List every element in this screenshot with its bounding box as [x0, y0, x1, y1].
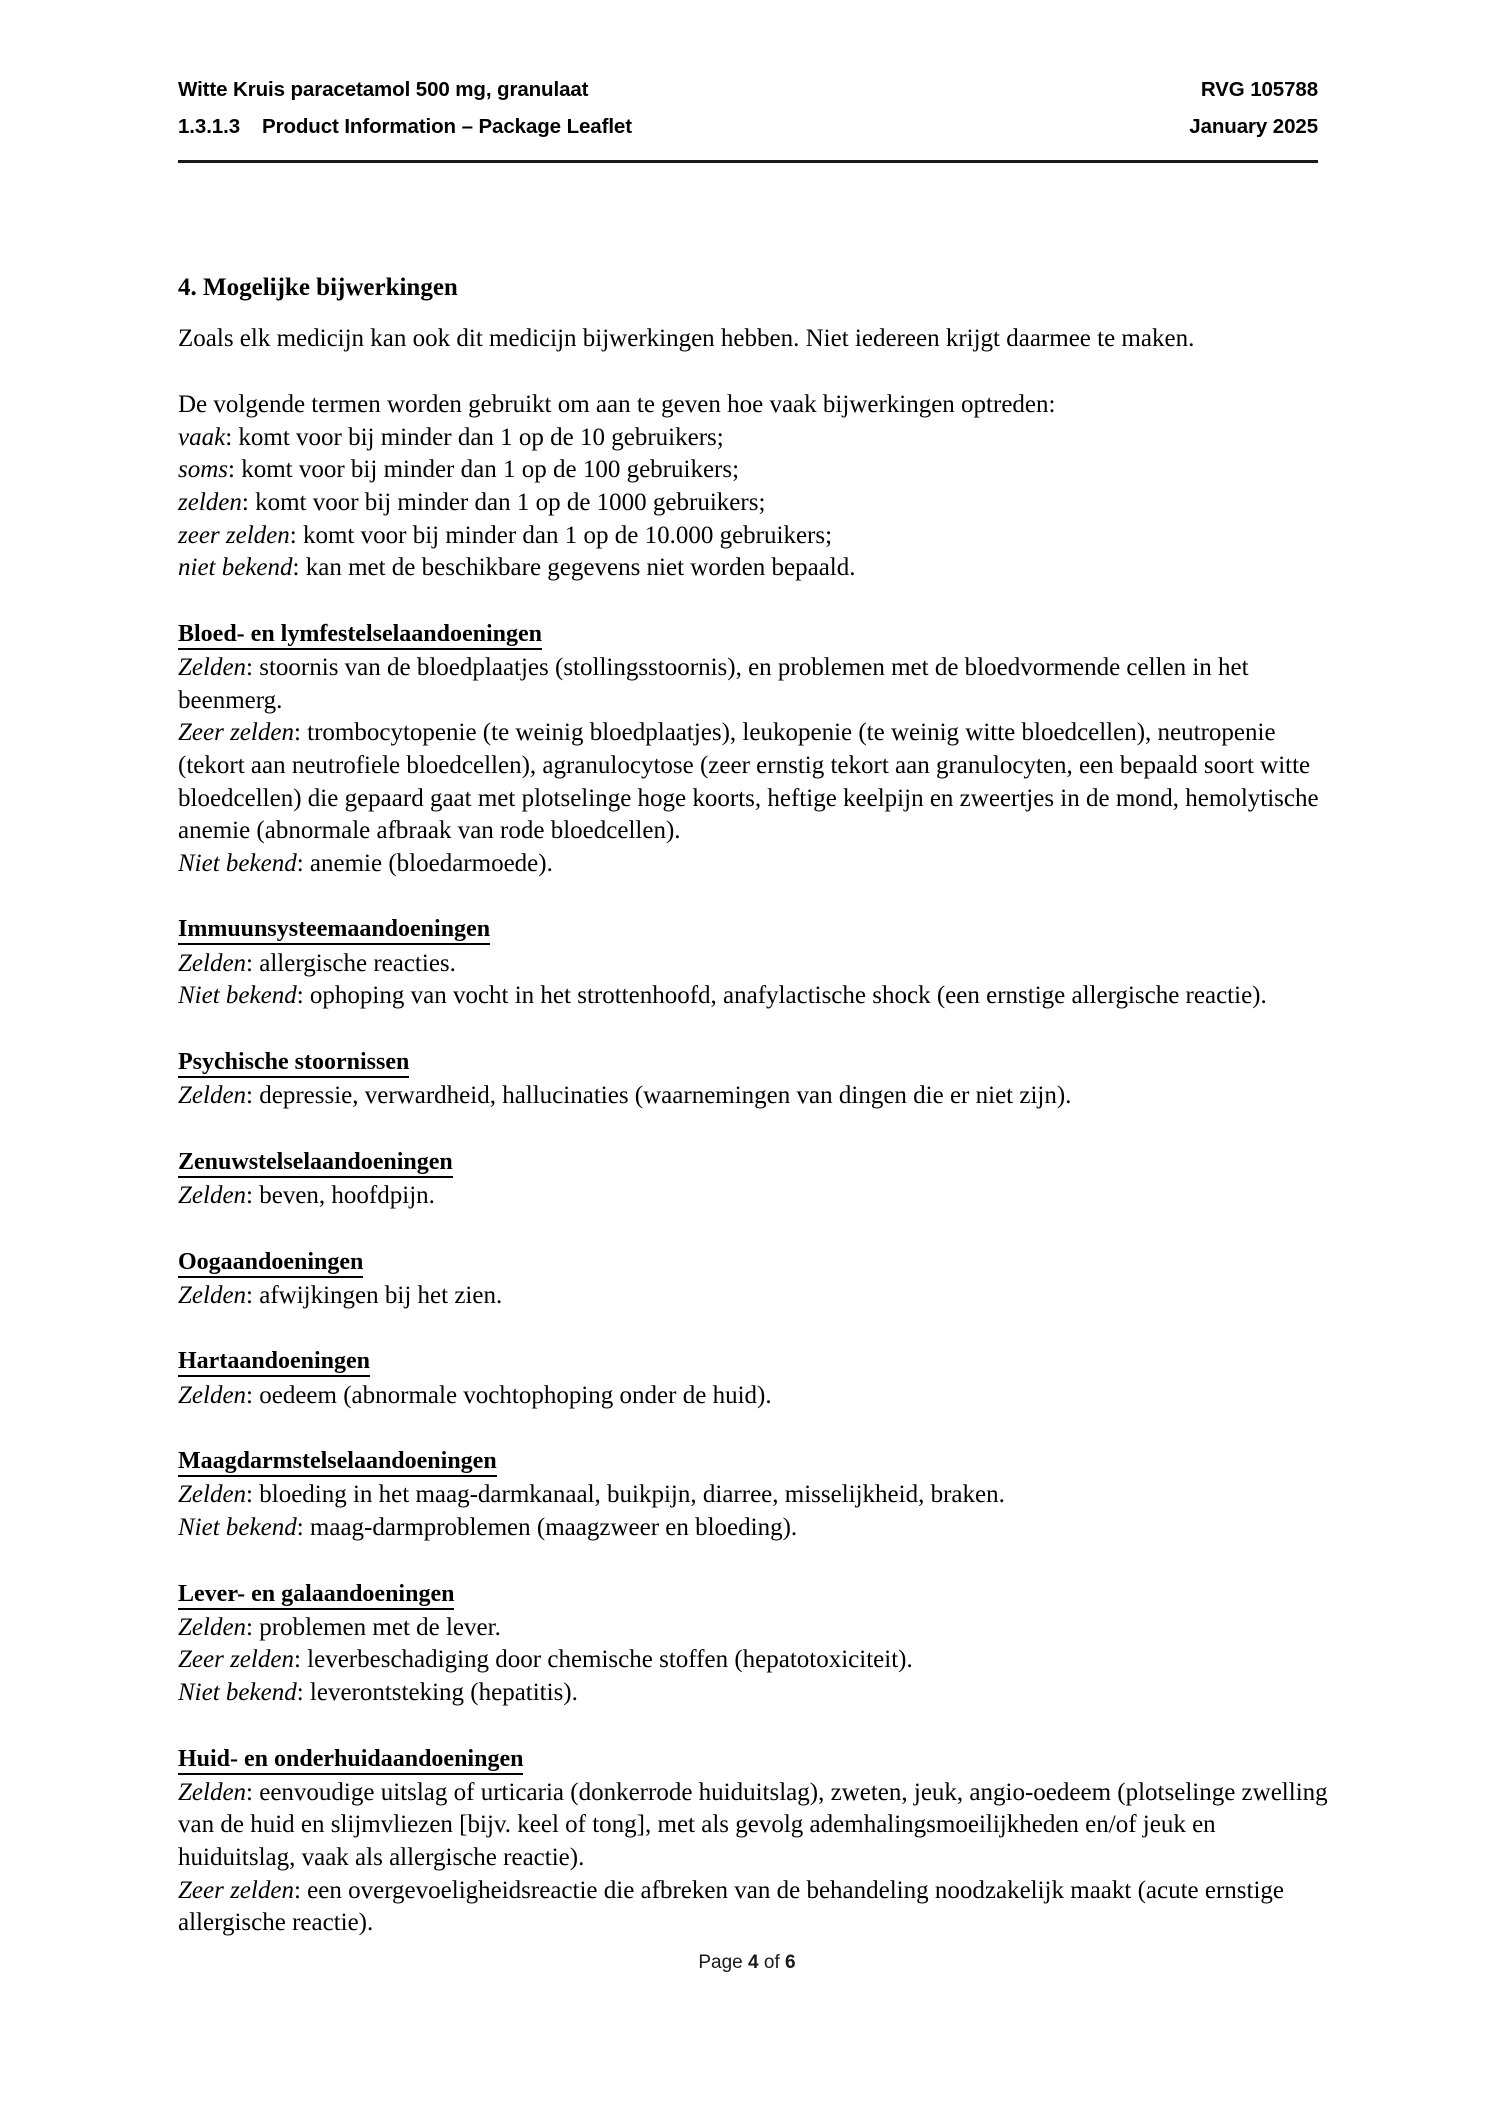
side-effect-text: : een overgevoeligheidsreactie die afbreken van de behandeling noodzakelijk maakt (acute ernstige allergische reactie). [178, 1876, 1285, 1937]
intro-paragraph: Zoals elk medicijn kan ook dit medicijn bijwerkingen hebben. Niet iedereen krijgt daarmee te maken. [178, 324, 1195, 352]
frequency-definition-list [178, 422, 1330, 585]
spacer [178, 1710, 1330, 1744]
frequency-description: : kan met de beschikbare gegevens niet worden bepaald. [292, 554, 856, 582]
side-effect-text: : afwijkingen bij het zien. [246, 1281, 503, 1309]
side-effect-frequency-term: Zeer zelden [178, 1876, 294, 1904]
side-effect-entry [178, 1875, 1330, 1940]
document-body [178, 272, 1330, 1940]
page-footer [0, 1952, 1494, 1974]
side-effect-entry [178, 717, 1330, 848]
side-effect-frequency-term: Zelden [178, 654, 247, 682]
footer-separator: of [763, 1952, 780, 1973]
side-effect-frequency-term: Zelden [178, 1281, 247, 1309]
side-effect-frequency-term: Niet bekend [178, 982, 297, 1010]
section-number: 1.3.1.3 [178, 114, 240, 138]
frequency-term: vaak [178, 423, 226, 451]
frequency-definition [178, 520, 1330, 553]
frequency-intro: De volgende termen worden gebruikt om aan te geven hoe vaak bijwerkingen optreden: [178, 391, 1056, 419]
spacer [178, 1013, 1330, 1047]
side-effect-group-heading-text: Immuunsysteemaandoeningen [178, 916, 490, 945]
frequency-description: : komt voor bij minder dan 1 op de 1000 gebruikers; [241, 489, 766, 516]
frequency-definition [178, 487, 1330, 520]
page-title: 4. Mogelijke bijwerkingen [178, 274, 458, 301]
side-effect-group-heading-text: Hartaandoeningen [178, 1348, 370, 1377]
side-effect-frequency-term: Zelden [178, 1613, 247, 1641]
side-effect-entry [178, 1612, 1330, 1645]
header-product-title-wrap [178, 80, 588, 101]
side-effect-entry [178, 652, 1330, 717]
side-effect-group-heading [178, 1446, 1330, 1477]
side-effect-frequency-term: Zeer zelden [178, 1646, 294, 1674]
side-effect-group-heading [178, 914, 1330, 945]
side-effect-text: : eenvoudige uitslag of urticaria (donkerrode huiduitslag), zweten, jeuk, angio-oedeem (plotselinge zwelling van de huid en slijmvliezen [bijv. keel of tong], met als gevolg ademhalingsmoeilijkheden en/of jeuk en huiduitslag, vaak als allergische reactie). [178, 1778, 1328, 1872]
side-effect-text: : anemie (bloedarmoede). [296, 849, 553, 877]
spacer [178, 355, 1330, 389]
side-effect-group-heading-text: Lever- en galaandoeningen [178, 1581, 454, 1610]
header-line-2 [178, 114, 1318, 138]
header-doc-info-wrap [178, 114, 632, 138]
side-effect-text: : trombocytopenie (te weinig bloedplaatjes), leukopenie (te weinig witte bloedcellen), neutropenie (tekort aan neutrofiele bloedcellen), agranulocytose (zeer ernstig tekort aan granulocyten, een bepaald soort witte bloedcellen) die gepaard gaat met plotselinge hoge koorts, heftige keelpijn en zweertjes in de mond, hemolytische anemie (abnormale afbraak van rode bloedcellen). [178, 719, 1319, 845]
side-effect-group-heading [178, 1047, 1330, 1078]
side-effect-group-heading-text: Oogaandoeningen [178, 1249, 363, 1278]
header-line-1 [178, 80, 1318, 101]
side-effect-text: : beven, hoofdpijn. [246, 1181, 435, 1209]
side-effect-entry [178, 1479, 1330, 1512]
side-effect-entry [178, 1677, 1330, 1710]
side-effect-text: : depressie, verwardheid, hallucinaties (waarnemingen van dingen die er niet zijn). [246, 1082, 1072, 1110]
spacer [178, 1545, 1330, 1579]
spacer [178, 1312, 1330, 1346]
side-effect-group-heading [178, 1147, 1330, 1178]
side-effect-frequency-term: Zelden [178, 949, 247, 977]
frequency-definition [178, 552, 1330, 585]
footer-total-pages: 6 [785, 1952, 796, 1973]
side-effect-frequency-term: Niet bekend [178, 1679, 297, 1706]
side-effect-group-heading-text: Maagdarmstelselaandoeningen [178, 1448, 497, 1477]
side-effect-text: : leverontsteking (hepatitis). [296, 1679, 578, 1706]
side-effect-text: : leverbeschadiging door chemische stoffen (hepatotoxiciteit). [293, 1646, 913, 1674]
frequency-term: zeer zelden [178, 521, 290, 549]
side-effect-frequency-term: Zelden [178, 1082, 247, 1110]
spacer [178, 1412, 1330, 1446]
page-header [178, 80, 1318, 153]
side-effect-text: : allergische reacties. [246, 949, 456, 977]
side-effect-entry [178, 948, 1330, 981]
frequency-term: niet bekend [178, 554, 293, 582]
side-effect-group-heading [178, 1744, 1330, 1775]
side-effect-entry [178, 1280, 1330, 1313]
product-title: Witte Kruis paracetamol 500 mg, granulaat [178, 78, 589, 101]
side-effect-frequency-term: Niet bekend [178, 849, 297, 877]
footer-current-page: 4 [748, 1952, 759, 1973]
side-effect-group-heading-text: Bloed- en lymfestelselaandoeningen [178, 621, 542, 650]
side-effect-frequency-term: Niet bekend [178, 1513, 297, 1541]
side-effect-group-heading [178, 619, 1330, 650]
side-effect-frequency-term: Zelden [178, 1381, 247, 1409]
side-effect-frequency-term: Zeer zelden [178, 719, 294, 747]
frequency-term: soms [178, 456, 229, 484]
frequency-definition [178, 422, 1330, 455]
side-effect-text: : problemen met de lever. [246, 1613, 501, 1641]
frequency-term: zelden [178, 489, 242, 516]
frequency-description: : komt voor bij minder dan 1 op de 10 gebruikers; [225, 423, 724, 451]
side-effect-entry [178, 1512, 1330, 1545]
rvg-number: RVG 105788 [1200, 78, 1318, 101]
spacer [178, 585, 1330, 619]
side-effect-group-heading [178, 1346, 1330, 1377]
side-effect-group-heading [178, 1247, 1330, 1278]
side-effect-entry [178, 848, 1330, 881]
document-date: January 2025 [1189, 114, 1318, 138]
side-effect-text: : stoornis van de bloedplaatjes (stollingsstoornis), en problemen met de bloedvormende cellen in het beenmerg. [178, 654, 1249, 714]
footer-page-prefix: Page [698, 1952, 743, 1973]
side-effect-group-heading-text: Zenuwstelselaandoeningen [178, 1149, 453, 1178]
side-effect-text: : maag-darmproblemen (maagzweer en bloeding). [296, 1513, 798, 1541]
side-effect-group-list [178, 585, 1330, 1940]
side-effect-group-heading [178, 1579, 1330, 1610]
side-effect-text: : bloeding in het maag-darmkanaal, buikpijn, diarree, misselijkheid, braken. [246, 1481, 1005, 1509]
side-effect-text: : oedeem (abnormale vochtophoping onder de huid). [246, 1381, 772, 1409]
frequency-description: : komt voor bij minder dan 1 op de 100 gebruikers; [228, 456, 740, 484]
side-effect-frequency-term: Zelden [178, 1481, 247, 1509]
document-type: Product Information – Package Leaflet [262, 114, 632, 138]
side-effect-entry [178, 980, 1330, 1013]
side-effect-frequency-term: Zelden [178, 1181, 247, 1209]
side-effect-text: : ophoping van vocht in het strottenhoofd, anafylactische shock (een ernstige allergische reactie). [296, 982, 1267, 1010]
side-effect-entry [178, 1644, 1330, 1677]
header-divider [178, 160, 1318, 163]
side-effect-entry [178, 1180, 1330, 1213]
side-effect-entry [178, 1380, 1330, 1413]
spacer [178, 1213, 1330, 1247]
side-effect-group-heading-text: Psychische stoornissen [178, 1049, 409, 1078]
side-effect-entry [178, 1080, 1330, 1113]
side-effect-frequency-term: Zelden [178, 1778, 247, 1806]
spacer [178, 880, 1330, 914]
frequency-description: : komt voor bij minder dan 1 op de 10.000 gebruikers; [289, 521, 833, 549]
side-effect-entry [178, 1777, 1330, 1875]
side-effect-group-heading-text: Huid- en onderhuidaandoeningen [178, 1746, 523, 1775]
frequency-definition [178, 454, 1330, 487]
spacer [178, 1113, 1330, 1147]
